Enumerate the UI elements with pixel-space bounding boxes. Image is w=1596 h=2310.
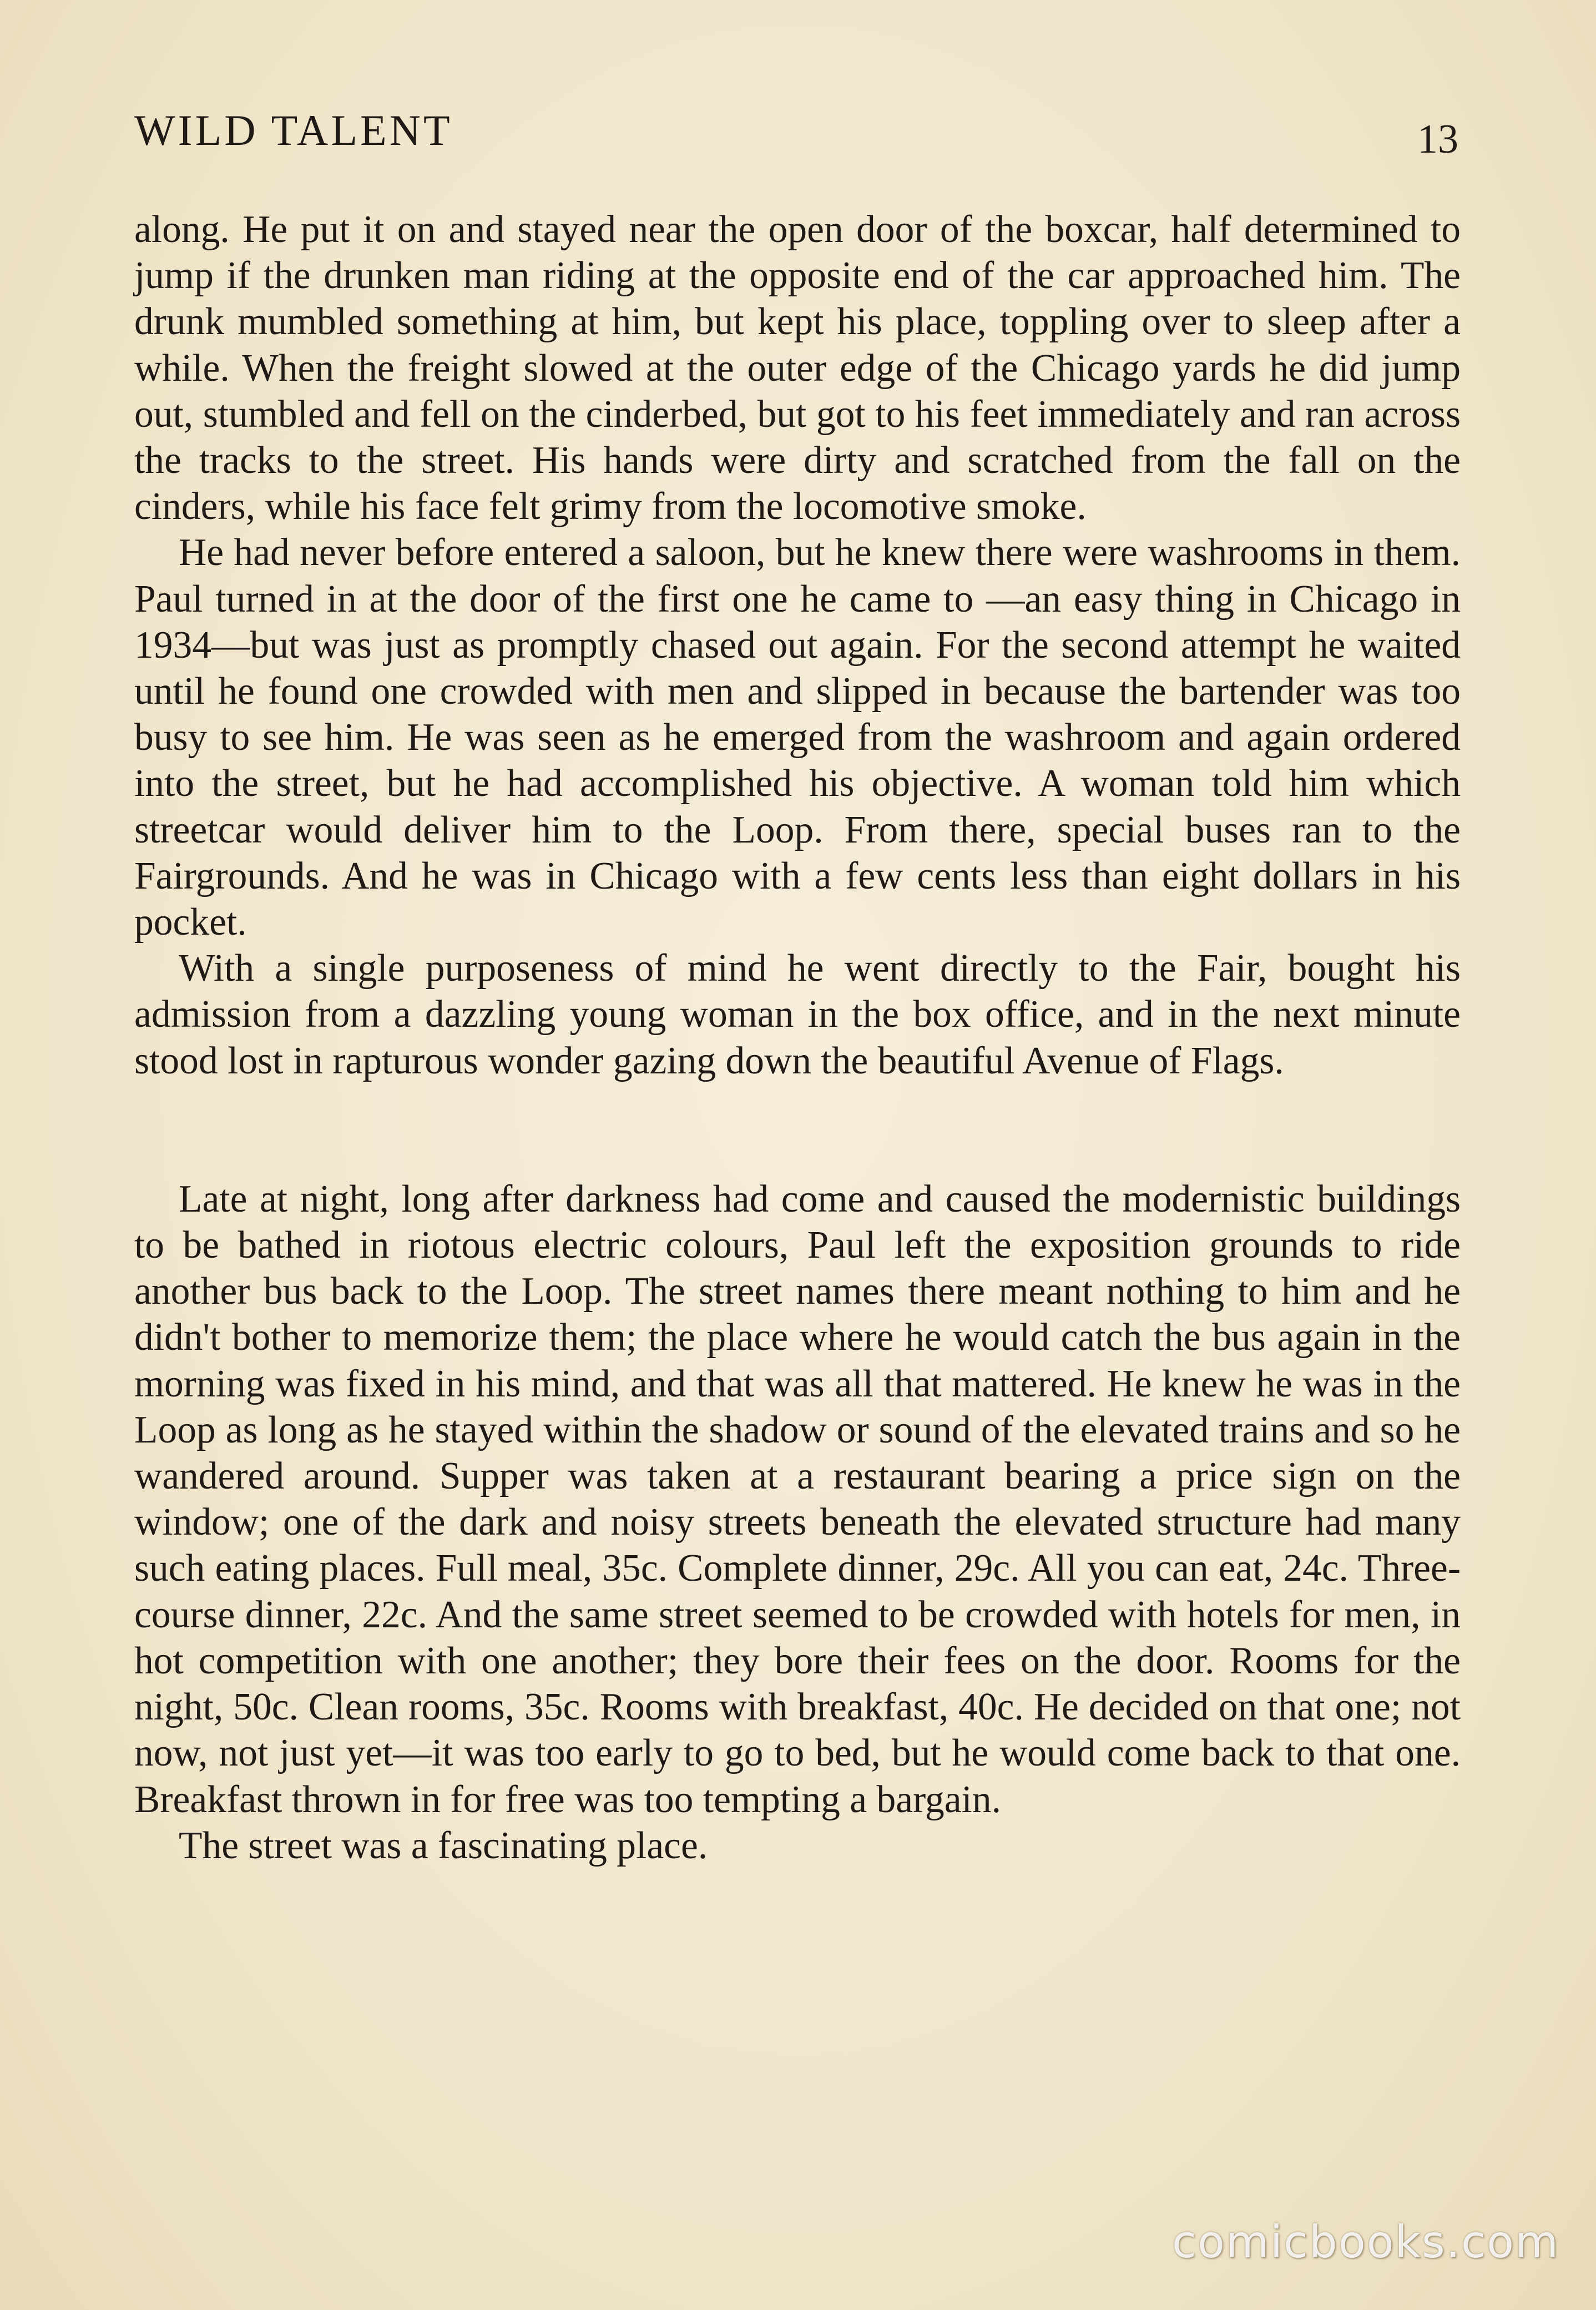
watermark: comicbooks.com <box>1171 2216 1559 2268</box>
page-number: 13 <box>1417 117 1458 162</box>
paragraph-1: along. He put it on and stayed near the open door of the boxcar, half determined to jump if the drunken man riding at the opposite end of the car approached him. The drunk mumbled something at him, but kept his place, toppling over to sleep after a while. When the freight slowed at the outer edge of the Chicago yards he did jump out, stumbled and fell on the cinderbed, but got to his feet immediately and ran across the tracks to the street. His hands were dirty and scratched from the fall on the cinders, while his face felt grimy from the locomotive smoke. <box>134 208 1461 528</box>
running-head: WILD TALENT <box>134 106 453 154</box>
section-break <box>134 1084 1461 1176</box>
paragraph-3: With a single purposeness of mind he went directly to the Fair, bought his admission from a dazzling young woman in the box office, and in the next minute stood lost in rapturous wonder gazing down the beautiful Avenue of Flags. <box>134 947 1461 1082</box>
paragraph-2: He had never before entered a saloon, but he knew there were washrooms in them. Paul turned in at the door of the first one he came to —an easy thing in Chicago in 1934—but was just as promptly chased out again. For the second attempt he waited until he found one crowded with men and slipped in because the bartender was too busy to see him. He was seen as he emerged from the washroom and again ordered into the street, but he had accomplished his objective. A woman told him which streetcar would deliver him to the Loop. From there, special buses ran to the Fairgrounds. And he was in Chicago with a few cents less than eight dollars in his pocket. <box>134 531 1461 944</box>
body-text <box>134 206 1461 1869</box>
paragraph-4: Late at night, long after darkness had come and caused the modernistic buildings to be bathed in riotous electric colours, Paul left the exposition grounds to ride another bus back to the Loop. The street names there meant nothing to him and he didn't bother to memorize them; the place where he would catch the bus again in the morning was fixed in his mind, and that was all that mattered. He knew he was in the Loop as long as he stayed within the shadow or sound of the elevated trains and so he wandered around. Supper was taken at a restaurant bearing a price sign on the window; one of the dark and noisy streets beneath the elevated structure had many such eating places. Full meal, 35c. Complete dinner, 29c. All you can eat, 24c. Three-course dinner, 22c. And the same street seemed to be crowded with hotels for men, in hot competition with one another; they bore their fees on the door. Rooms for the night, 50c. Clean rooms, 35c. Rooms with breakfast, 40c. He decided on that one; not now, not just yet—it was too early to go to bed, but he would come back to that one. Breakfast thrown in for free was too tempting a bargain. <box>134 1177 1461 1821</box>
paragraph-5: The street was a fascinating place. <box>179 1824 708 1867</box>
